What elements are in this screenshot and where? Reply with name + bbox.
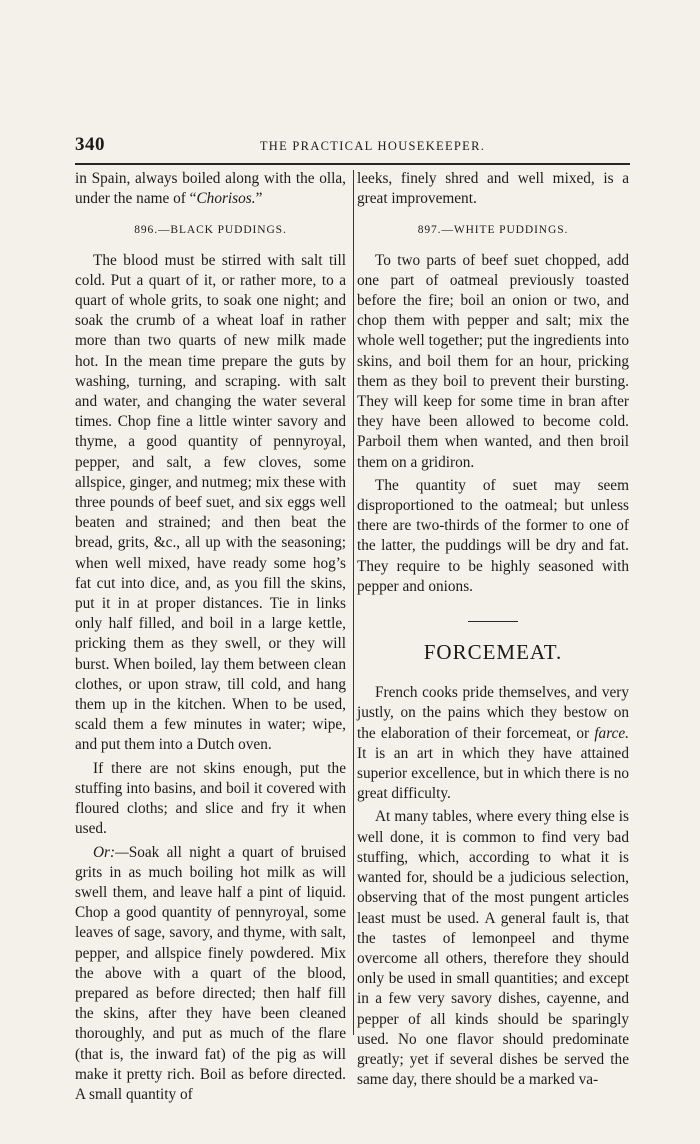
- carryover-italic: Chorisos.: [196, 190, 256, 208]
- section-title-forcemeat: FORCEMEAT.: [423, 640, 563, 665]
- recipe-title-black-puddings: 896.—BLACK PUDDINGS.: [134, 224, 287, 237]
- farce-italic: farce.: [594, 724, 629, 742]
- or-lead: Or:—: [93, 843, 129, 861]
- right-carryover-paragraph: leeks, finely shred and well mixed, is a great improvement.: [357, 170, 629, 208]
- black-puddings-paragraph-3: [75, 843, 346, 1106]
- carryover-end: ”: [255, 190, 263, 208]
- right-column: [357, 169, 629, 1090]
- carryover-paragraph: [75, 169, 346, 209]
- black-puddings-paragraph-3-text: Soak all night a quart of bruised grits in as much boiling hot milk as will swell them, and leave half a pint of liquid. Chop a good quantity of pennyroyal, some leaves of sage, savory, and thyme, with salt, pepper, and allspice finely powdered. Mix the above with a quart of the blood, prepared as before directed; then half fill the skins, after they have been cleaned thoroughly, and put as much of the flare (that is, the inward fat) of the pig as will make it pretty rich. Boil as before directed. A small quantity of: [75, 843, 346, 1103]
- forcemeat-paragraph-1: [357, 683, 629, 804]
- black-puddings-paragraph-1: The blood must be stirred with salt till cold. Put a quart of it, or rather more, to a quart of whole grits, to soak one night; and soak the crumb of a wheat loaf in rather more than two quarts of new milk made hot. In the mean time prepare the guts by washing, turning, and scraping. with salt and water, and changing the water several times. Chop fine a little winter savory and thyme, a good quantity of pennyroyal, pepper, and salt, a few cloves, some allspice, ginger, and nutmeg; mix these with three pounds of beef suet, and six eggs well beaten and strained; and then beat the bread, grits, &c., all up with the seasoning; when well mixed, have ready some hog’s fat cut into dice, and, as you fill the skins, put it in at proper distances. Tie in links only half filled, and boil in a large kettle, pricking them as they swell, or they will burst. When boiled, lay them between clean clothes, or upon straw, till cold, and hang them up in the kitchen. When to be used, scald them a few minutes in water; wipe, and put them into a Dutch oven.: [75, 251, 346, 754]
- forcemeat-paragraph-1-b: It is an art in which they have attained superior excellence, but in which there is no great difficulty.: [357, 744, 629, 803]
- left-column: [75, 169, 346, 1105]
- page-header: [75, 134, 630, 160]
- white-puddings-paragraph-1: To two parts of beef suet chopped, add one part of oatmeal previously toasted before the fire; boil an onion or two, and chop them with pepper and salt; mix the whole well together; put the ingredients into skins, and boil them for an hour, pricking them as they boil to prevent their bursting. They will keep for some time in bran after they have been allowed to become cold. Parboil them when wanted, and then broil them on a gridiron.: [357, 251, 629, 471]
- running-title: THE PRACTICAL HOUSEKEEPER.: [259, 139, 486, 153]
- recipe-title-white-puddings: 897.—WHITE PUDDINGS.: [417, 224, 569, 237]
- carryover-text: in Spain, always boiled along with the olla, under the name of “: [75, 170, 346, 208]
- section-divider: [468, 621, 518, 622]
- column-divider: [353, 170, 354, 1035]
- forcemeat-paragraph-1-a: French cooks pride themselves, and very justly, on the pains which they bestow on the elaboration of their forcemeat, or: [357, 684, 629, 742]
- black-puddings-paragraph-2: If there are not skins enough, put the stuffing into basins, and boil it covered with floured cloths; and slice and fry it when used.: [75, 759, 346, 838]
- header-rule: [75, 163, 630, 165]
- page-number: 340: [75, 134, 105, 155]
- forcemeat-paragraph-2: At many tables, where every thing else is well done, it is common to find very bad stuffing, which, according to what it is wanted for, should be a judicious selection, observing that of the most pungent articles least must be used. A general fault is, that the tastes of lemonpeel and thyme overcome all others, therefore they should only be used in small quantities; and except in a few very savory dishes, cayenne, and pepper of all kinds should be sparingly used. No one flavor should predominate greatly; yet if several dishes be served the same day, there should be a marked va-: [357, 808, 629, 1089]
- white-puddings-paragraph-2: The quantity of suet may seem disproportioned to the oatmeal; but unless there are two-thirds of the former to one of the latter, the puddings will be dry and fat. They require to be highly seasoned with pepper and onions.: [357, 476, 629, 595]
